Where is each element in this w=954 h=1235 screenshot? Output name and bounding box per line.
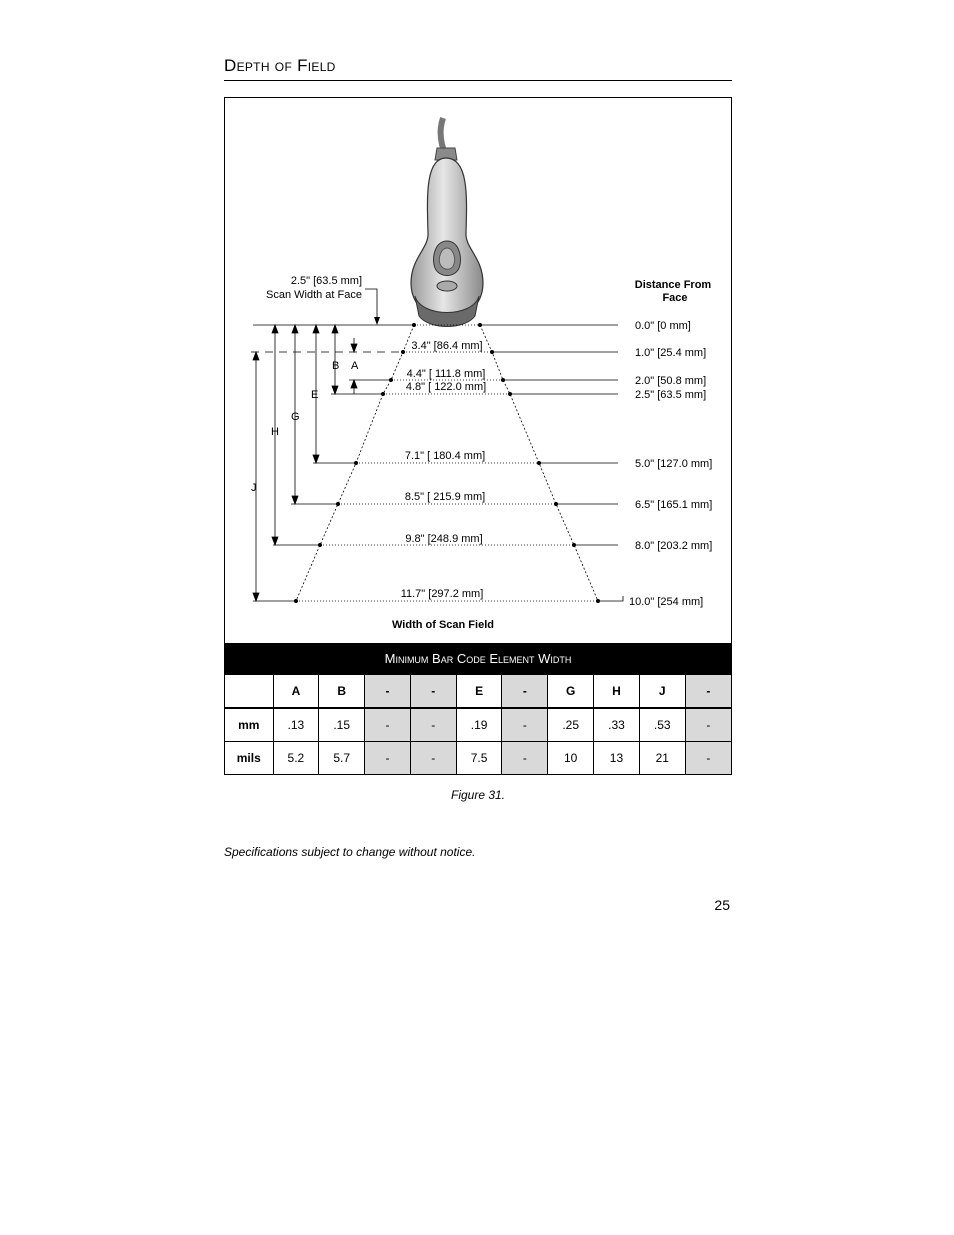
distance-label: 6.5" [165.1 mm] bbox=[635, 499, 713, 511]
table-header-cell: J bbox=[639, 675, 685, 708]
table-row bbox=[225, 708, 731, 742]
element-width-table bbox=[225, 675, 731, 774]
width-label: 4.4" [ 111.8 mm] bbox=[406, 368, 486, 380]
table-cell: 5.2 bbox=[273, 742, 319, 775]
table-cell: .15 bbox=[319, 708, 365, 742]
scanner-icon bbox=[411, 118, 483, 327]
figure-caption: Figure 31. bbox=[450, 788, 506, 802]
table-header-cell: E bbox=[456, 675, 502, 708]
table-header-row bbox=[225, 675, 731, 708]
table-cell: - bbox=[502, 708, 548, 742]
distance-label: 0.0" [0 mm] bbox=[635, 320, 691, 332]
depth-of-field-diagram bbox=[225, 98, 731, 643]
width-label: 8.5" [ 215.9 mm] bbox=[404, 491, 486, 503]
table-cell: - bbox=[365, 742, 411, 775]
scan-width-label-2: Scan Width at Face bbox=[266, 289, 362, 301]
scan-width-arrow bbox=[374, 317, 380, 325]
width-label: 9.8" [248.9 mm] bbox=[405, 533, 483, 545]
distance-header-2: Face bbox=[662, 292, 688, 304]
table-row bbox=[225, 742, 731, 775]
width-label: 4.8" [ 122.0 mm] bbox=[405, 381, 487, 393]
page-number: 25 bbox=[714, 897, 730, 913]
table-cell: - bbox=[410, 742, 456, 775]
table-cell: - bbox=[685, 708, 731, 742]
row-label-mm: mm bbox=[225, 708, 273, 742]
scan-width-label-1: 2.5" [63.5 mm] bbox=[290, 275, 362, 287]
table-cell: 5.7 bbox=[319, 742, 365, 775]
label-letter-a: A bbox=[351, 360, 359, 372]
width-label: 3.4" [86.4 mm] bbox=[411, 340, 483, 352]
label-letter-h: H bbox=[271, 426, 279, 438]
figure-box bbox=[224, 97, 732, 775]
table-header-cell: - bbox=[502, 675, 548, 708]
width-label: 11.7" [297.2 mm] bbox=[400, 588, 484, 600]
table-cell: .53 bbox=[639, 708, 685, 742]
table-header-cell bbox=[225, 675, 273, 708]
table-cell: .13 bbox=[273, 708, 319, 742]
table-cell: - bbox=[685, 742, 731, 775]
table-cell: .19 bbox=[456, 708, 502, 742]
table-header-cell: - bbox=[685, 675, 731, 708]
distance-label: 2.5" [63.5 mm] bbox=[635, 389, 707, 401]
page-title: Depth of Field bbox=[224, 56, 732, 81]
table-cell: 13 bbox=[594, 742, 640, 775]
width-of-scan-field-label: Width of Scan Field bbox=[392, 619, 494, 631]
label-letter-b: B bbox=[332, 360, 340, 372]
table-cell: - bbox=[365, 708, 411, 742]
distance-label: 1.0" [25.4 mm] bbox=[635, 347, 707, 359]
table-cell: - bbox=[502, 742, 548, 775]
table-cell: 21 bbox=[639, 742, 685, 775]
table-header-cell: B bbox=[319, 675, 365, 708]
distance-label: 10.0" [254 mm] bbox=[629, 596, 704, 608]
table-cell: 7.5 bbox=[456, 742, 502, 775]
table-header-cell: - bbox=[365, 675, 411, 708]
label-letter-g: G bbox=[291, 411, 300, 423]
table-header-cell: G bbox=[548, 675, 594, 708]
table-header-cell: - bbox=[410, 675, 456, 708]
table-cell: - bbox=[410, 708, 456, 742]
table-cell: 10 bbox=[548, 742, 594, 775]
distance-header-1: Distance From bbox=[634, 279, 712, 291]
scan-width-leader bbox=[365, 289, 377, 320]
table-cell: .33 bbox=[594, 708, 640, 742]
distance-label: 5.0" [127.0 mm] bbox=[635, 458, 713, 470]
width-label: 7.1" [ 180.4 mm] bbox=[404, 450, 486, 462]
specifications-notice: Specifications subject to change without notice. bbox=[224, 845, 476, 859]
table-header-cell: A bbox=[273, 675, 319, 708]
table-cell: .25 bbox=[548, 708, 594, 742]
table-band-title: Minimum Bar Code Element Width bbox=[225, 643, 731, 675]
label-letter-j: J bbox=[251, 482, 257, 494]
table-header-cell: H bbox=[594, 675, 640, 708]
distance-label: 2.0" [50.8 mm] bbox=[635, 375, 707, 387]
distance-label: 8.0" [203.2 mm] bbox=[635, 540, 713, 552]
label-letter-e: E bbox=[311, 389, 319, 401]
row-label-mils: mils bbox=[225, 742, 273, 775]
